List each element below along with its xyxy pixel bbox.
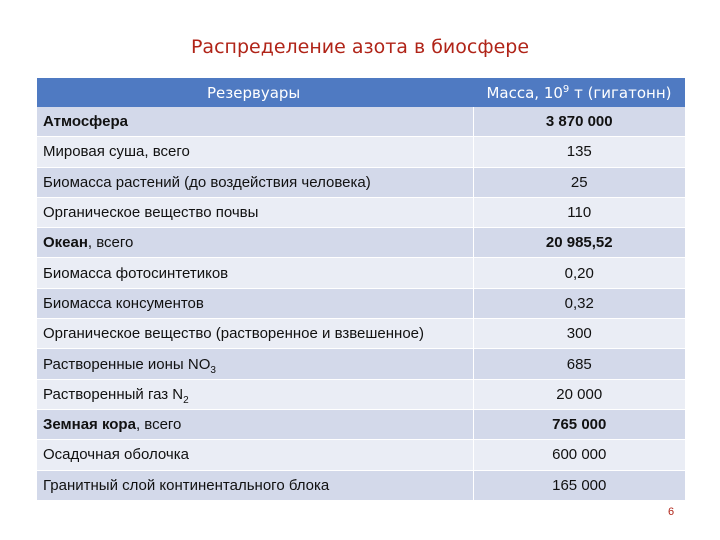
table-row-photosynthetic-biomass (37, 258, 685, 288)
table-row-n2-gas (37, 379, 685, 409)
row-value: 110 (473, 197, 685, 227)
row-value: 0,20 (473, 258, 685, 288)
row-label: Гранитный слой континентального блока (37, 470, 473, 500)
table-row-no3-ions (37, 349, 685, 379)
row-value: 135 (473, 137, 685, 167)
slide-title: Распределение азота в биосфере (190, 36, 530, 58)
table-header-row (37, 78, 685, 107)
row-value: 20 000 (473, 379, 685, 409)
table-row-sedimentary-shell (37, 440, 685, 470)
row-value: 165 000 (473, 470, 685, 500)
table-row-crust-total (37, 409, 685, 439)
row-label: Осадочная оболочка (37, 440, 473, 470)
table-row-soil-organic (37, 197, 685, 227)
header-reservoirs: Резервуары (37, 78, 473, 107)
table-row-consumer-biomass (37, 288, 685, 318)
row-value: 25 (473, 167, 685, 197)
table-row-granite-layer (37, 470, 685, 500)
table-row-land-total (37, 137, 685, 167)
row-value: 600 000 (473, 440, 685, 470)
table-row-dissolved-organic (37, 319, 685, 349)
table-row-atmosphere (37, 107, 685, 137)
row-label: Океан, всего (37, 228, 473, 258)
row-label: Биомасса фотосинтетиков (37, 258, 473, 288)
row-label: Растворенный газ $N_2$ (37, 379, 473, 409)
row-label: Растворенные ионы $NO_3$ (37, 349, 473, 379)
row-value: 300 (473, 319, 685, 349)
row-label: Биомасса растений (до воздействия человека) (37, 167, 473, 197)
row-label: Атмосфера (37, 107, 473, 137)
table-row-plant-biomass (37, 167, 685, 197)
row-label: Биомасса консументов (37, 288, 473, 318)
row-value: 0,32 (473, 288, 685, 318)
row-value: 3 870 000 (473, 107, 685, 137)
row-label: Органическое вещество почвы (37, 197, 473, 227)
row-value: 765 000 (473, 409, 685, 439)
nitrogen-distribution-table (37, 78, 685, 501)
table-row-ocean-total (37, 228, 685, 258)
row-value: 685 (473, 349, 685, 379)
row-label: Органическое вещество (растворенное и взвешенное) (37, 319, 473, 349)
row-label: Мировая суша, всего (37, 137, 473, 167)
page-number: 6 (668, 506, 675, 518)
header-mass: Масса, $10^9$ т (гигатонн) (473, 78, 685, 107)
row-value: 20 985,52 (473, 228, 685, 258)
row-label: Земная кора, всего (37, 409, 473, 439)
